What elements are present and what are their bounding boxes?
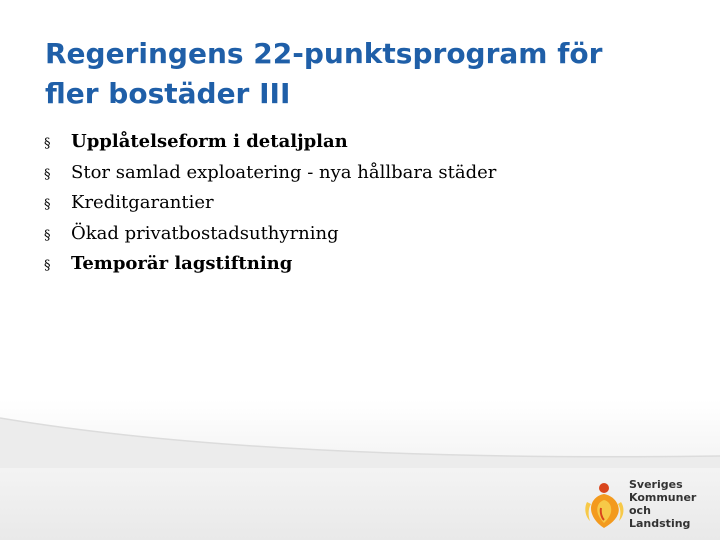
list-item (44, 131, 684, 162)
logo-text-line-1: Sveriges (629, 478, 683, 491)
bullet-marker: § (44, 258, 51, 273)
bullet-marker: § (44, 166, 51, 182)
bullet-text: Ökad privatbostadsuthyrning (71, 222, 339, 244)
list-item (44, 223, 684, 254)
logo-wordmark (629, 478, 713, 530)
logo-text-line-2: Kommuner (629, 491, 697, 504)
logo-text-line-3: och Landsting (629, 504, 691, 530)
page-title (45, 34, 685, 114)
bullet-text: Upplåtelseform i detaljplan (71, 131, 348, 152)
skl-flame-logo-icon (583, 478, 627, 530)
title-line-1: Regeringens 22-punktsprogram för (45, 37, 603, 70)
title-line-2: fler bostäder III (45, 77, 291, 110)
bullet-marker: § (44, 227, 51, 243)
list-item (44, 192, 684, 223)
bullet-list (44, 131, 684, 284)
bullet-text: Temporär lagstiftning (71, 253, 293, 274)
footer-curve-decoration (0, 408, 720, 468)
list-item (44, 162, 684, 193)
list-item (44, 253, 684, 284)
bullet-marker: § (44, 136, 51, 151)
bullet-text: Kreditgarantier (71, 192, 214, 213)
skl-logo (583, 478, 713, 530)
bullet-text: Stor samlad exploatering - nya hållbara städer (71, 161, 497, 183)
bullet-marker: § (44, 197, 51, 212)
